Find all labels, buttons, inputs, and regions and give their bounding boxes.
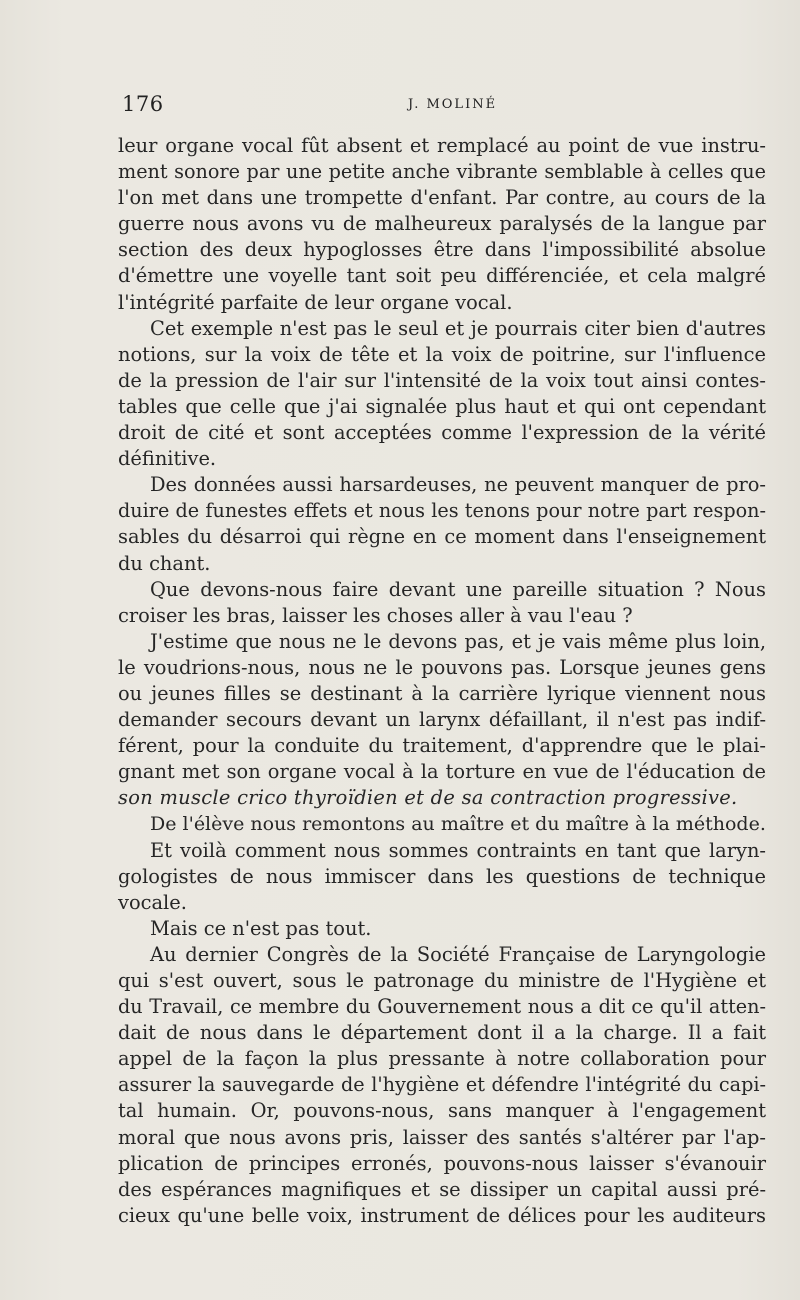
- body-text: [118, 133, 766, 1229]
- text-line: appel de la façon la plus pressante à notre collaboration pour: [118, 1047, 766, 1071]
- text-line: définitive.: [118, 447, 217, 471]
- text-line: dait de nous dans le département dont il a la charge. Il a fait: [118, 1021, 766, 1045]
- text-line: section des deux hypoglosses être dans l'impossibilité absolue: [118, 238, 766, 262]
- text-line: Cet exemple n'est pas le seul et je pourrais citer bien d'autres: [150, 316, 766, 340]
- paragraph: [118, 577, 766, 629]
- text-line: Et voilà comment nous sommes contraints en tant que laryn-: [150, 838, 766, 862]
- text-line: sables du désarroi qui règne en ce moment dans l'enseignement: [118, 525, 766, 549]
- paragraph: [118, 838, 766, 916]
- text-line: du chant.: [118, 551, 211, 575]
- text-line: Mais ce n'est pas tout.: [150, 916, 372, 940]
- text-line: vocale.: [118, 890, 187, 914]
- text-line: plication de principes erronés, pouvons-nous laisser s'évanouir: [118, 1151, 766, 1175]
- text-line: gologistes de nous immiscer dans les questions de technique: [118, 864, 766, 888]
- running-head: [122, 92, 762, 122]
- text-line: droit de cité et sont acceptées comme l'expression de la vérité: [118, 421, 766, 445]
- text-line: duire de funestes effets et nous les tenons pour notre part respon-: [118, 499, 766, 523]
- text-line: De l'élève nous remontons au maître et du maître à la méthode.: [150, 813, 766, 836]
- paragraph: [118, 811, 766, 837]
- paragraph: [118, 629, 766, 812]
- text-line: assurer la sauvegarde de l'hygiène et défendre l'intégrité du capi-: [118, 1073, 766, 1097]
- paragraph: [118, 942, 766, 1229]
- page-number: 176: [122, 92, 164, 116]
- text-line: Au dernier Congrès de la Société Française de Laryngologie: [150, 942, 766, 966]
- text-line: ment sonore par une petite anche vibrante semblable à celles que: [118, 160, 766, 184]
- text-line: des espérances magnifiques et se dissiper un capital aussi pré-: [118, 1177, 766, 1201]
- text-line: tal humain. Or, pouvons-nous, sans manquer à l'engagement: [118, 1099, 766, 1123]
- text-line: cieux qu'une belle voix, instrument de délices pour les auditeurs: [118, 1203, 766, 1227]
- paragraph: [118, 316, 766, 473]
- text-line: l'intégrité parfaite de leur organe vocal.: [118, 290, 513, 314]
- text-line: notions, sur la voix de tête et la voix de poitrine, sur l'influence: [118, 342, 766, 366]
- text-line: férent, pour la conduite du traitement, d'apprendre que le plai-: [118, 734, 766, 758]
- text-line: d'émettre une voyelle tant soit peu différenciée, et cela malgré: [118, 264, 766, 288]
- text-line: Que devons-nous faire devant une pareille situation ? Nous: [150, 577, 766, 601]
- paragraph: [118, 472, 766, 576]
- text-line: qui s'est ouvert, sous le patronage du ministre de l'Hygiène et: [118, 969, 766, 992]
- text-line: le voudrions-nous, nous ne le pouvons pas. Lorsque jeunes gens: [118, 655, 766, 679]
- running-head-author: J. MOLINÉ: [408, 97, 498, 112]
- text-line: son muscle crico thyroïdien et de sa contraction progressive.: [118, 786, 738, 810]
- text-line: gnant met son organe vocal à la torture en vue de l'éducation de: [118, 760, 766, 784]
- text-line: moral que nous avons pris, laisser des santés s'altérer par l'ap-: [118, 1125, 766, 1149]
- text-line: l'on met dans une trompette d'enfant. Par contre, au cours de la: [118, 186, 766, 210]
- text-line: de la pression de l'air sur l'intensité de la voix tout ainsi contes-: [118, 368, 766, 392]
- text-line: J'estime que nous ne le devons pas, et je vais même plus loin,: [150, 629, 766, 653]
- text-line: Des données aussi harsardeuses, ne peuvent manquer de pro-: [150, 473, 766, 497]
- text-line: leur organe vocal fût absent et remplacé au point de vue instru-: [118, 134, 766, 157]
- text-line: tables que celle que j'ai signalée plus haut et qui ont cependant: [118, 394, 766, 418]
- text-line: du Travail, ce membre du Gouvernement nous a dit ce qu'il atten-: [118, 995, 766, 1019]
- text-line: guerre nous avons vu de malheureux paralysés de la langue par: [118, 212, 766, 236]
- text-line: demander secours devant un larynx défaillant, il n'est pas indif-: [118, 708, 766, 732]
- paragraph: [118, 133, 766, 316]
- paragraph: [118, 916, 766, 942]
- text-line: ou jeunes filles se destinant à la carrière lyrique viennent nous: [118, 681, 766, 705]
- text-line: croiser les bras, laisser les choses aller à vau l'eau ?: [118, 603, 633, 627]
